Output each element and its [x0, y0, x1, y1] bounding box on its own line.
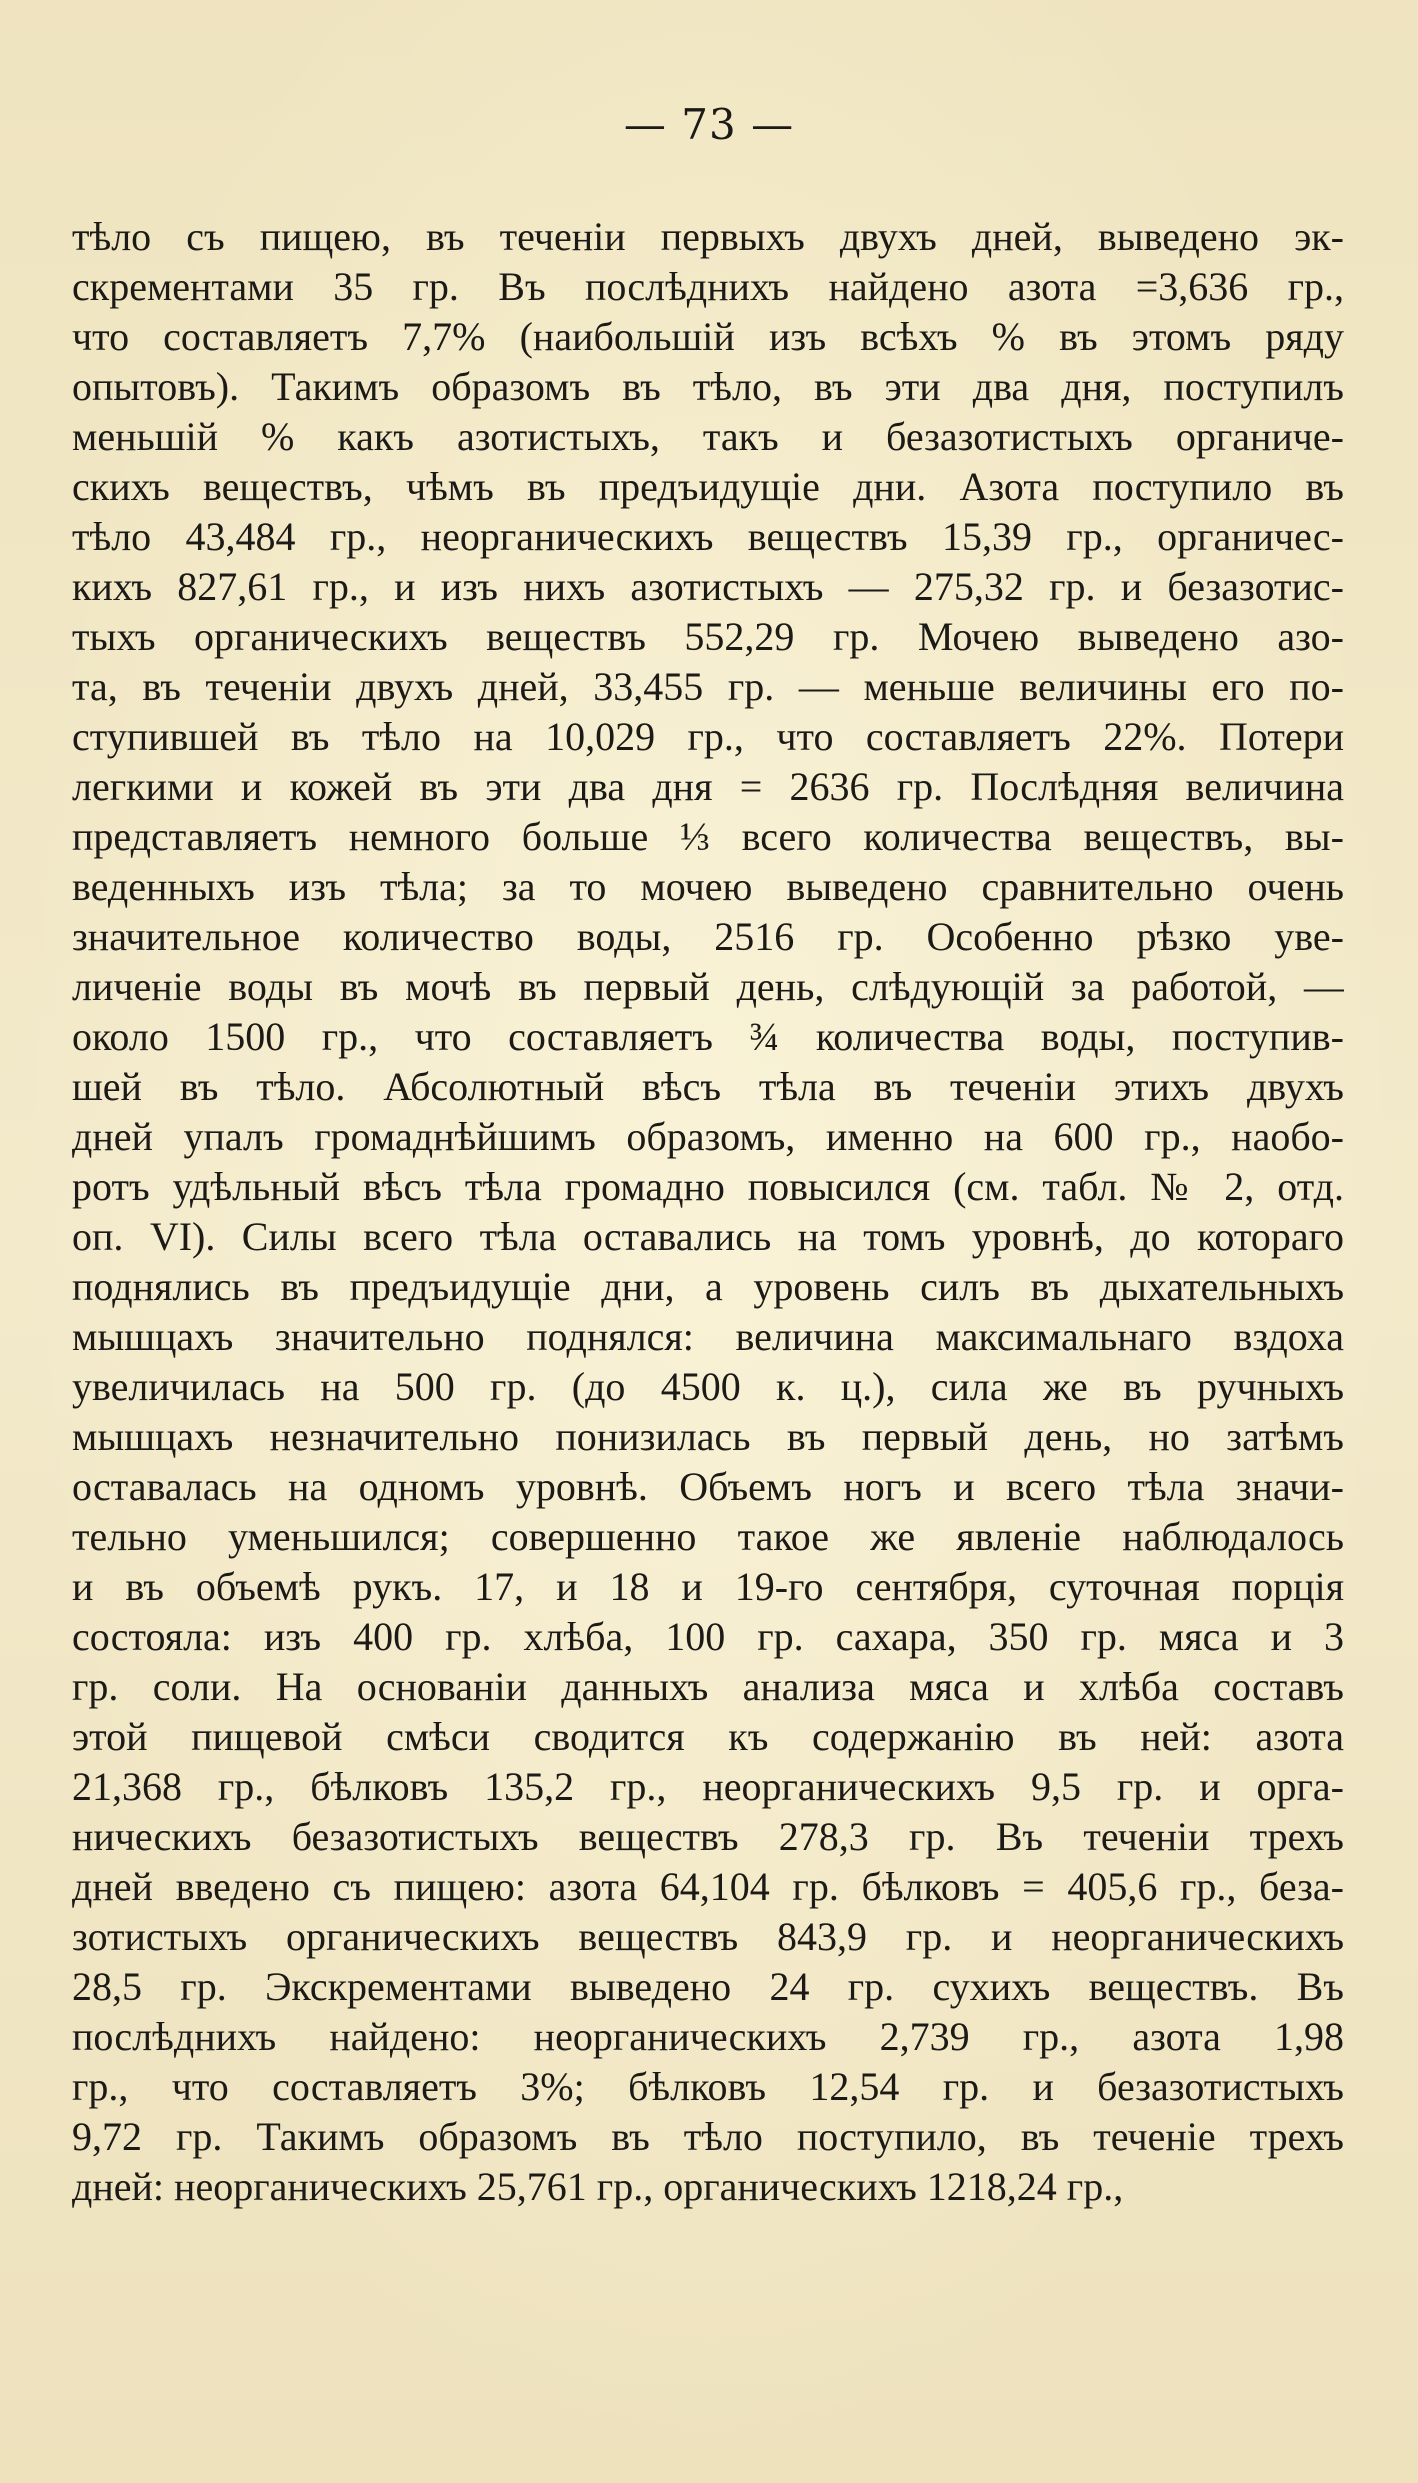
text-line: значительное количество воды, 2516 гр. Особенно рѣзко уве- — [72, 914, 1344, 959]
text-line: послѣднихъ найдено: неорганическихъ 2,739 гр., азота 1,98 — [72, 2014, 1344, 2059]
text-line: увеличилась на 500 гр. (до 4500 к. ц.), сила же въ ручныхъ — [72, 1364, 1344, 1409]
text-line: зотистыхъ органическихъ веществъ 843,9 гр. и неорганическихъ — [72, 1914, 1344, 1959]
text-line: 21,368 гр., бѣлковъ 135,2 гр., неорганическихъ 9,5 гр. и орга- — [72, 1764, 1344, 1809]
text-line: тѣло 43,484 гр., неорганическихъ веществъ 15,39 гр., органичес- — [72, 514, 1344, 559]
text-line: меньшій % какъ азотистыхъ, такъ и безазотистыхъ органиче- — [72, 414, 1344, 459]
text-line: что составляетъ 7,7% (наибольшій изъ всѣхъ % въ этомъ ряду — [72, 314, 1344, 359]
text-line: та, въ теченіи двухъ дней, 33,455 гр. — меньше величины его по- — [72, 664, 1344, 709]
text-line: легкими и кожей въ эти два дня = 2636 гр. Послѣдняя величина — [72, 764, 1344, 809]
text-line: этой пищевой смѣси сводится къ содержанію въ ней: азота — [72, 1714, 1344, 1759]
text-line: тельно уменьшился; совершенно такое же явленіе наблюдалось — [72, 1514, 1344, 1559]
text-line: 9,72 гр. Такимъ образомъ въ тѣло поступило, въ теченіе трехъ — [72, 2114, 1344, 2159]
text-line: представляетъ немного больше ⅓ всего количества веществъ, вы- — [72, 814, 1344, 859]
text-line: гр., что составляетъ 3%; бѣлковъ 12,54 гр. и безазотистыхъ — [72, 2064, 1344, 2109]
text-line: дней введено съ пищею: азота 64,104 гр. бѣлковъ = 405,6 гр., беза- — [72, 1864, 1344, 1909]
text-line: личеніе воды въ мочѣ въ первый день, слѣдующій за работой, — — [72, 964, 1344, 1009]
text-line: тѣло съ пищею, въ теченіи первыхъ двухъ дней, выведено эк- — [72, 214, 1344, 259]
text-line: гр. соли. На основаніи данныхъ анализа мяса и хлѣба составъ — [72, 1664, 1344, 1709]
text-line: ническихъ безазотистыхъ веществъ 278,3 гр. Въ теченіи трехъ — [72, 1814, 1344, 1859]
text-line: ступившей въ тѣло на 10,029 гр., что составляетъ 22%. Потери — [72, 714, 1344, 759]
body-text — [72, 212, 1344, 2212]
text-line: мышцахъ незначительно понизилась въ первый день, но затѣмъ — [72, 1414, 1344, 1459]
text-line: опытовъ). Такимъ образомъ въ тѣло, въ эти два дня, поступилъ — [72, 364, 1344, 409]
text-line: ротъ удѣльный вѣсъ тѣла громадно повысился (см. табл. № 2, отд. — [72, 1164, 1344, 1209]
text-line: веденныхъ изъ тѣла; за то мочею выведено сравнительно очень — [72, 864, 1344, 909]
text-line: дней упалъ громаднѣйшимъ образомъ, именно на 600 гр., наобо- — [72, 1114, 1344, 1159]
text-line: поднялись въ предъидущіе дни, а уровень силъ въ дыхательныхъ — [72, 1264, 1344, 1309]
text-line: оп. VI). Силы всего тѣла оставались на томъ уровнѣ, до котораго — [72, 1214, 1344, 1259]
text-line: оставалась на одномъ уровнѣ. Объемъ ногъ и всего тѣла значи- — [72, 1464, 1344, 1509]
text-line: скрементами 35 гр. Въ послѣднихъ найдено азота =3,636 гр., — [72, 264, 1344, 309]
text-line: состояла: изъ 400 гр. хлѣба, 100 гр. сахара, 350 гр. мяса и 3 — [72, 1614, 1344, 1659]
text-line: 28,5 гр. Экскрементами выведено 24 гр. сухихъ веществъ. Въ — [72, 1964, 1344, 2009]
text-line: мышцахъ значительно поднялся: величина максимальнаго вздоха — [72, 1314, 1344, 1359]
text-line: около 1500 гр., что составляетъ ¾ количества воды, поступив- — [72, 1014, 1344, 1059]
page-number: — 73 — — [623, 100, 795, 149]
text-line: тыхъ органическихъ веществъ 552,29 гр. Мочею выведено азо- — [72, 614, 1344, 659]
text-line: шей въ тѣло. Абсолютный вѣсъ тѣла въ теченіи этихъ двухъ — [72, 1064, 1344, 1109]
text-line: скихъ веществъ, чѣмъ въ предъидущіе дни. Азота поступило въ — [72, 464, 1344, 509]
text-line: дней: неорганическихъ 25,761 гр., органическихъ 1218,24 гр., — [72, 2164, 1124, 2209]
text-line: кихъ 827,61 гр., и изъ нихъ азотистыхъ — 275,32 гр. и безазотис- — [72, 564, 1344, 609]
text-line: и въ объемѣ рукъ. 17, и 18 и 19-го сентября, суточная порція — [72, 1564, 1344, 1609]
